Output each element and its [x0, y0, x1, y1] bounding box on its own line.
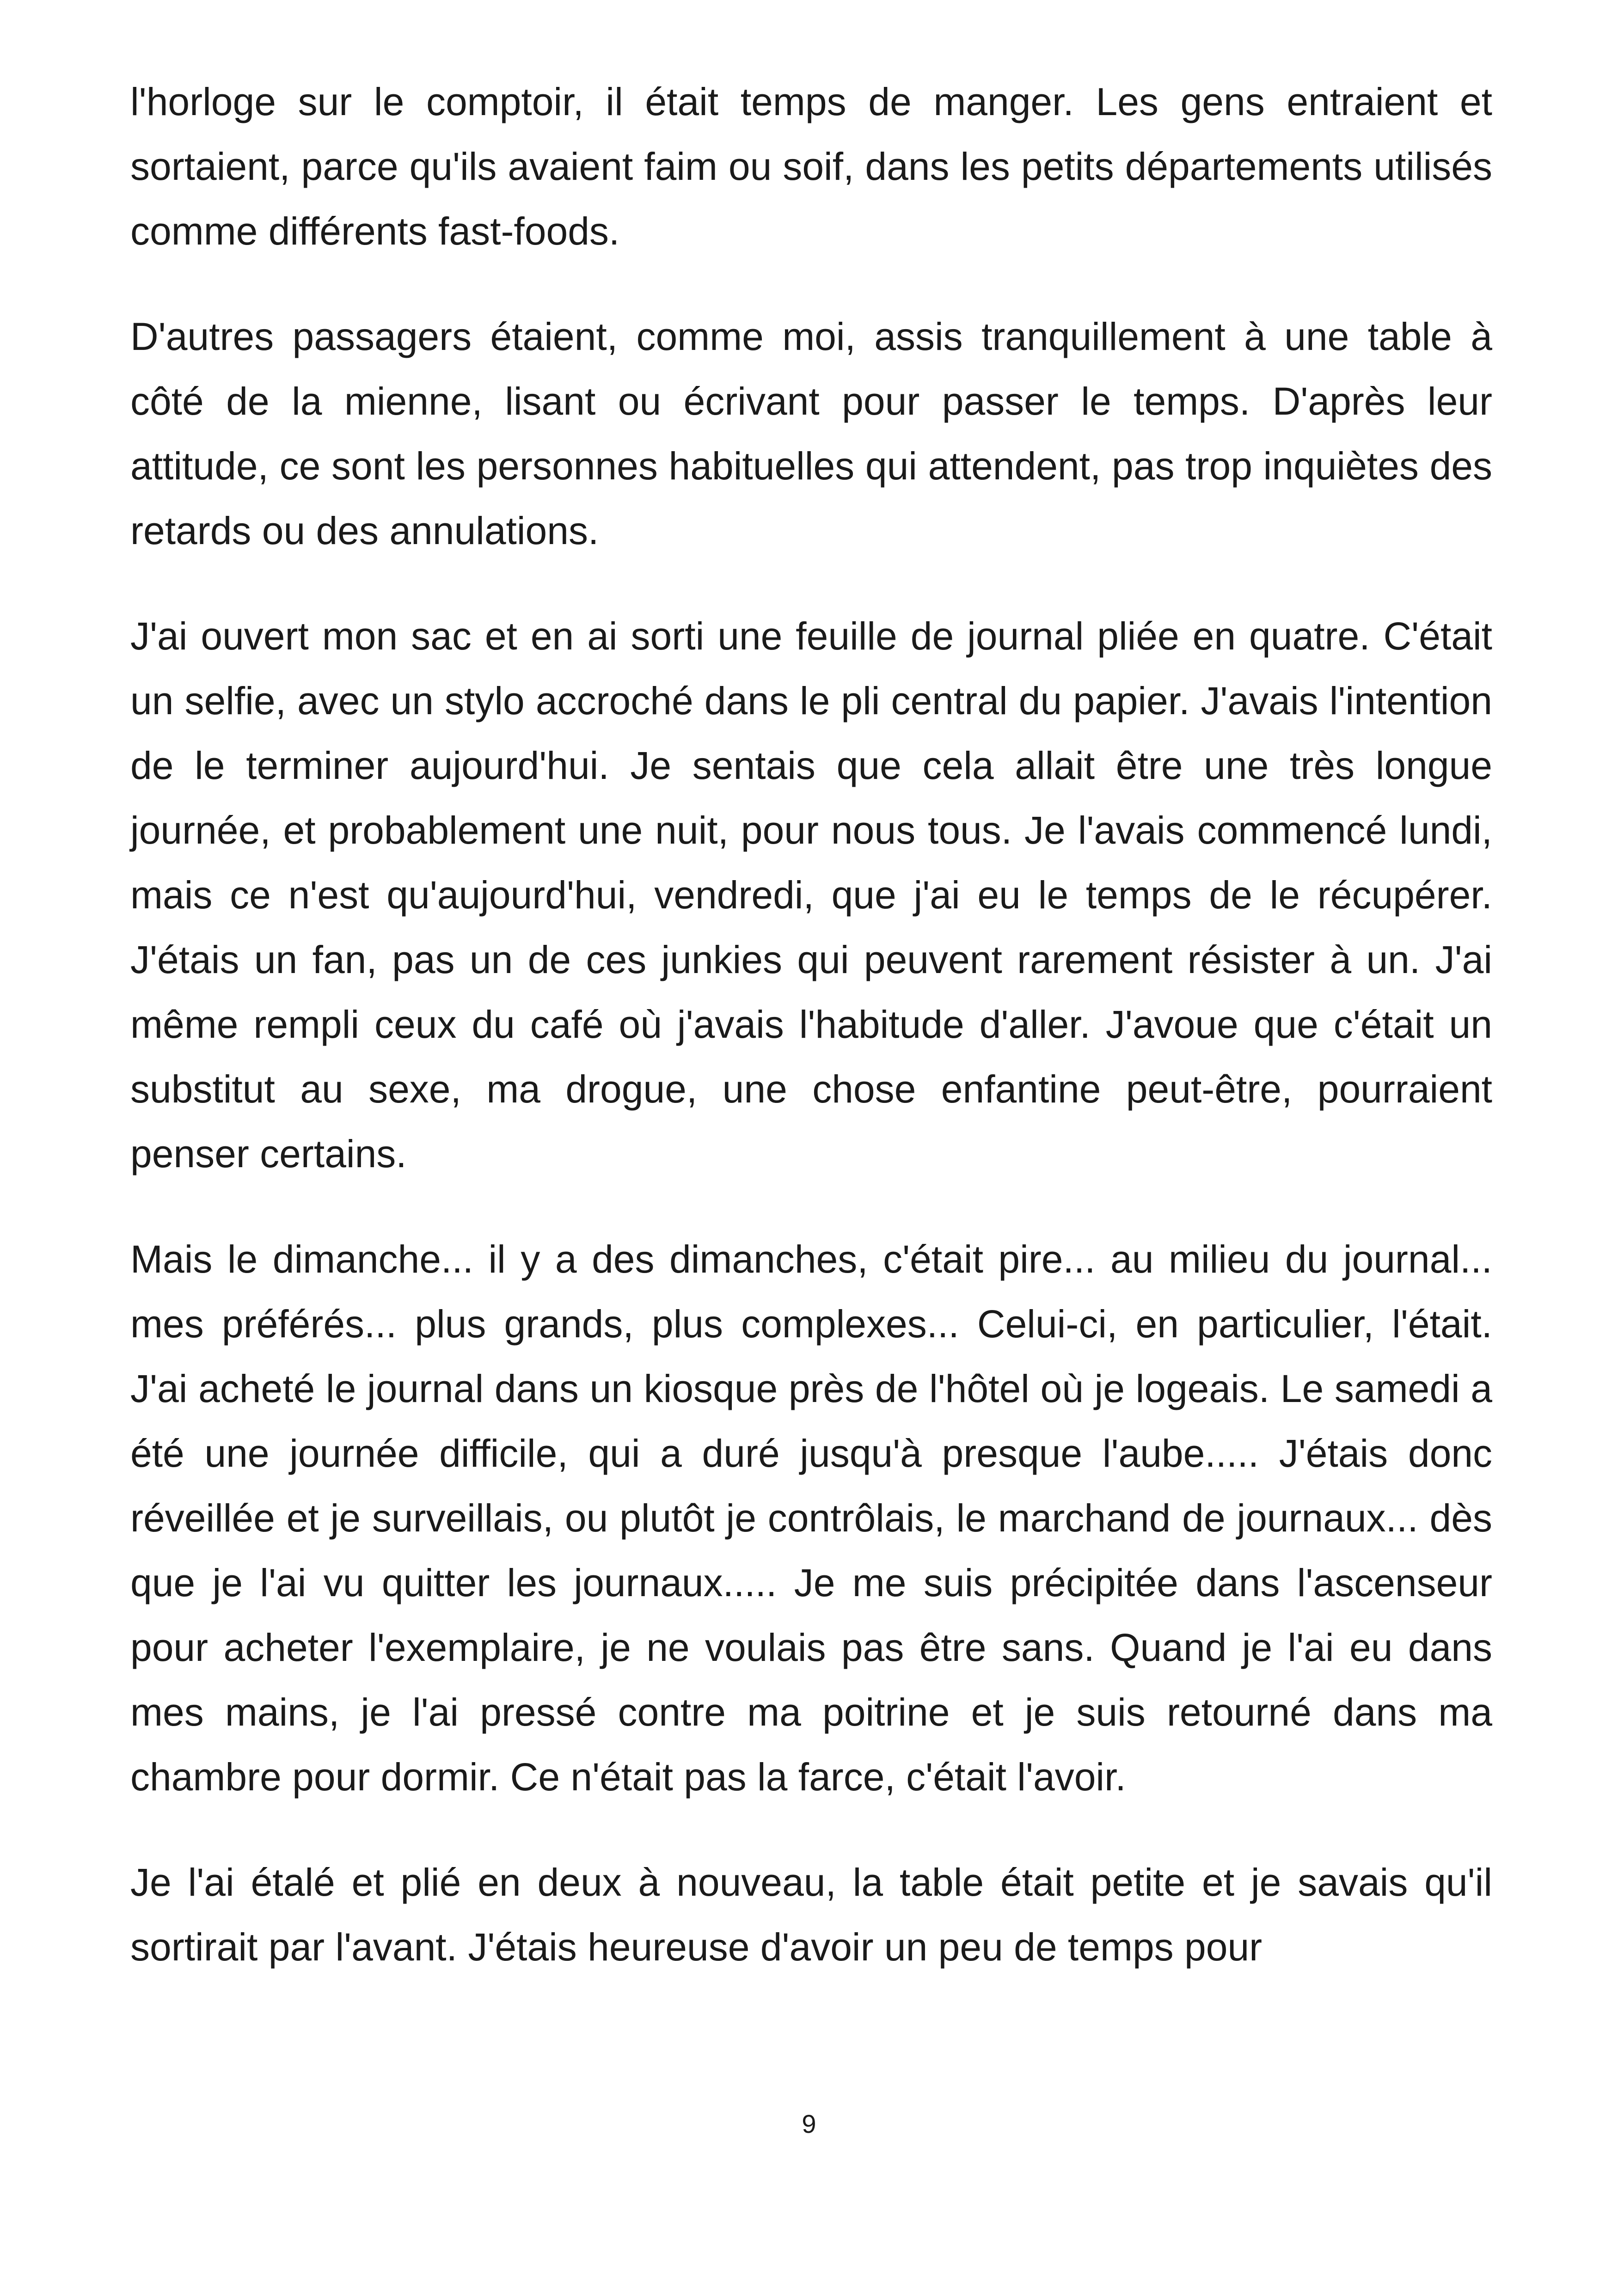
paragraph: Mais le dimanche... il y a des dimanches, c'était pire... au milieu du journal... mes préférés... plus grands, plus complexes... Celui-ci, en particulier, l'était. J'ai acheté le journal dans un kiosque près de l'hôtel où je logeais. Le samedi a été une journée difficile, qui a duré jusqu'à presque l'aube..... J'étais donc réveillée et je surveillais, ou plutôt je contrôlais, le marchand de journaux... dès que je l'ai vu quitter les journaux..... Je me suis précipitée dans l'ascenseur pour acheter l'exemplaire, je ne voulais pas être sans. Quand je l'ai eu dans mes mains, je l'ai pressé contre ma poitrine et je suis retourné dans ma chambre pour dormir. Ce n'était pas la farce, c'était l'avoir.	[130, 1237, 1492, 1799]
paragraph: l'horloge sur le comptoir, il était temps de manger. Les gens entraient et sortaient, parce qu'ils avaient faim ou soif, dans les petits départements utilisés comme différents fast-foods.	[130, 80, 1492, 253]
body-text	[130, 69, 1492, 1979]
paragraph: D'autres passagers étaient, comme moi, assis tranquillement à une table à côté de la mienne, lisant ou écrivant pour passer le temps. D'après leur attitude, ce sont les personnes habituelles qui attendent, pas trop inquiètes des retards ou des annulations.	[130, 315, 1492, 552]
page-number: 9	[802, 2109, 816, 2138]
paragraph: J'ai ouvert mon sac et en ai sorti une feuille de journal pliée en quatre. C'était un selfie, avec un stylo accroché dans le pli central du papier. J'avais l'intention de le terminer aujourd'hui. Je sentais que cela allait être une très longue journée, et probablement une nuit, pour nous tous. Je l'avais commencé lundi, mais ce n'est qu'aujourd'hui, vendredi, que j'ai eu le temps de le récupérer. J'étais un fan, pas un de ces junkies qui peuvent rarement résister à un. J'ai même rempli ceux du café où j'avais l'habitude d'aller. J'avoue que c'était un substitut au sexe, ma drogue, une chose enfantine peut-être, pourraient penser certains.	[130, 614, 1492, 1176]
paragraph: Je l'ai étalé et plié en deux à nouveau, la table était petite et je savais qu'il sortirait par l'avant. J'étais heureuse d'avoir un peu de temps pour	[130, 1861, 1492, 1969]
